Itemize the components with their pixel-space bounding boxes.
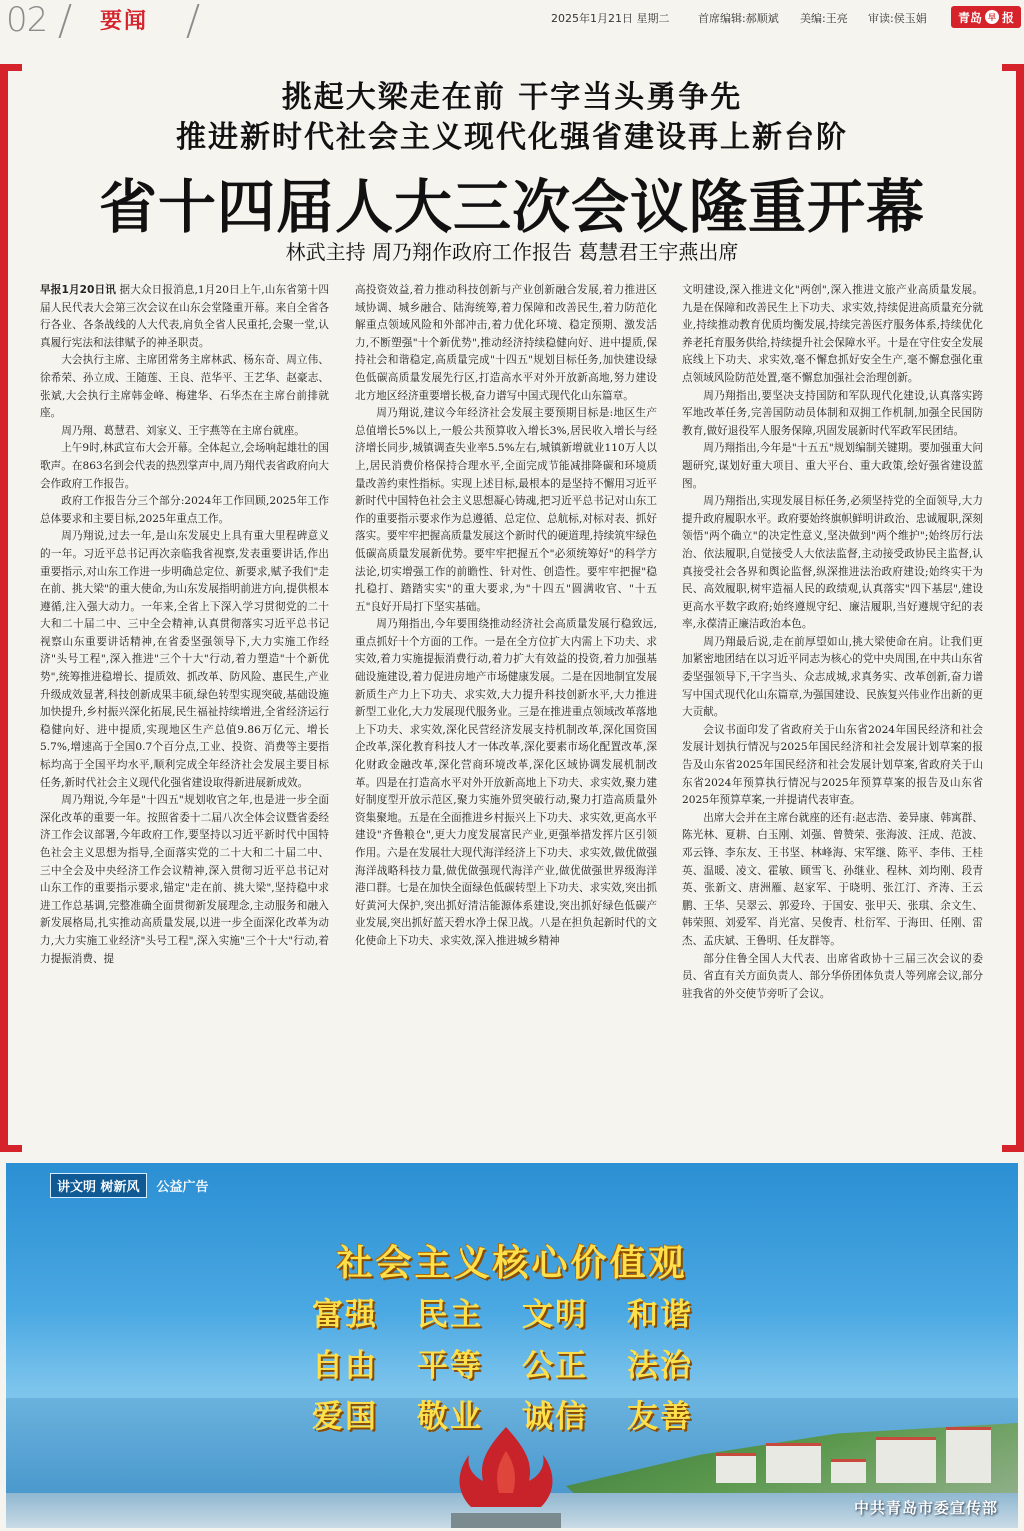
article-paragraph: 周乃翔指出,实现发展目标任务,必须坚持党的全面领导,大力提升政府履职水平。政府要始终旗帜鲜明讲政治、忠诚履职,深刻领悟"两个确立"的决定性意义,坚决做到"两个维护";始终厉行法治、依法履职,自觉接受人大依法监督,主动接受政协民主监督,认真接受社会各界和舆论监督,纵深推进法治政府建设;始终实干为民、高效履职,树牢造福人民的政绩观,认真落实"四下基层",建设更高水平数字政府;始终遵规守纪、廉洁履职,当好遵规守纪的表率,永葆清正廉洁政治本色。 bbox=[682, 495, 983, 631]
core-value: 法治 bbox=[627, 1348, 693, 1384]
buildings-image bbox=[696, 1413, 1016, 1483]
logo-text: 青岛 bbox=[957, 10, 982, 25]
issue-date: 2025年1月21日 星期二 bbox=[551, 12, 670, 25]
article-column-3 bbox=[682, 282, 983, 1130]
divider-slash bbox=[186, 4, 199, 38]
article-paragraph: 周乃翔指出,今年要围绕推动经济社会高质量发展行稳致远,重点抓好十个方面的工作。一是在全方位扩大内需上下功夫、求实效,着力实施提振消费行动,着力扩大有效益的投资,着力加强基础设施建设,着力促进房地产市场健康发展。二是在因地制宜发展新质生产力上下功夫、求实效,大力提升科技创新水平,大力推进新型工业化,大力发展现代服务业。三是在推进重点领域改革落地上下功夫、求实效,深化民营经济发展支持机制改革,深化国资国企改革,深化教育科技人才一体改革,深化要素市场化配置改革,深化财政金融改革,深化营商环境改革,深化区域协调发展机制改革。四是在打造高水平对外开放新高地上下功夫、求实效,聚力建好制度型开放示范区,聚力实施外贸突破行动,聚力打造高质量外资集聚地。五是在全面推进乡村振兴上下功夫、求实效,更高水平建设"齐鲁粮仓",更大力度发展富民产业,更强举措发挥片区引领作用。六是在发展壮大现代海洋经济上下功夫、求实效,做优做强海洋战略科技力量,做优做强现代海洋产业,做优做强世界级海洋港口群。七是在加快全面绿色低碳转型上下功夫、求实效,突出抓好黄河大保护,突出抓好清洁能源体系建设,突出抓好绿色低碳产业发展,突出抓好蓝天碧水净土保卫战。八是在担负起新时代的文化使命上下功夫、求实效,深入推进城乡精神 bbox=[355, 618, 657, 947]
page-header bbox=[0, 0, 1024, 46]
section-title: 要闻 bbox=[100, 9, 149, 34]
ad-slogan: 讲文明 树新风 bbox=[50, 1173, 147, 1198]
article-column-2 bbox=[355, 282, 657, 1130]
core-value: 平等 bbox=[417, 1348, 483, 1384]
article-paragraph: 大会执行主席、主席团常务主席林武、杨东奇、周立伟、徐希荣、孙立成、王随莲、王良、范华平、王艺华、赵豪志、张斌,大会执行主席韩金峰、梅建华、石华杰在主席台前排就座。 bbox=[40, 354, 329, 420]
main-headline: 省十四届人大三次会议隆重开幕 bbox=[98, 173, 925, 241]
article-paragraph: 周乃翔说,今年是"十四五"规划收官之年,也是进一步全面深化改革的重要一年。按照省委十二届八次全体会议暨省委经济工作会议部署,今年政府工作,要坚持以习近平新时代中国特色社会主义思想为指导,全面落实党的二十大和二十届二中、三中全会及中央经济工作会议精神,深入贯彻习近平总书记对山东工作的重要指示要求,锚定"走在前、挑大梁",坚持稳中求进工作总基调,完整准确全面贯彻新发展理念,主动服务和融入新发展格局,扎实推动高质量发展,以进一步全面深化改革为动力,大力实施工业经济"头号工程",深入实施"三个十大"行动,着力提振消费、提 bbox=[40, 794, 329, 965]
subtitle: 林武主持 周乃翔作政府工作报告 葛慧君王宇燕出席 bbox=[285, 240, 739, 264]
may-fourth-sculpture-image bbox=[431, 1421, 581, 1528]
core-value: 民主 bbox=[417, 1297, 483, 1333]
divider-slash bbox=[58, 4, 71, 38]
article-paragraph: 文明建设,深入推进文化"两创",深入推进文旅产业高质量发展。九是在保障和改善民生上下功夫、求实效,持续促进高质量充分就业,持续推动教育优质均衡发展,持续完善医疗服务体系,持续优化养老托育服务供给,持续提升社会保障水平。十是在守住安全发展底线上下功夫、求实效,毫不懈怠抓好安全生产,毫不懈怠强化重点领域风险防范处置,毫不懈怠加强社会治理创新。 bbox=[682, 284, 983, 384]
core-value: 敬业 bbox=[417, 1399, 483, 1435]
article-paragraph: 早报1月20日讯 据大众日报消息,1月20日上午,山东省第十四届人民代表大会第三次会议在山东会堂隆重开幕。来自全省各行各业、各条战线的人大代表,肩负全省人民重托,会聚一堂,认真履行宪法和法律赋予的神圣职责。 bbox=[40, 284, 329, 349]
article-paragraph: 出席大会并在主席台就座的还有:赵志浩、姜异康、韩寓群、陈光林、夏耕、白玉刚、刘强、曾赞荣、张海波、汪成、范波、邓云锋、李东友、王书坚、林峰海、宋军继、陈平、李伟、王桂英、温暖、凌文、霍敏、顾雪飞、孙继业、程林、刘均刚、段青英、张新文、唐洲雁、赵家军、于晓明、张江汀、齐涛、王云鹏、王华、吴翠云、郭爱玲、于国安、张甲天、张琪、余文生、韩荣照、刘爱军、肖光富、吴俊青、杜衍军、于海田、任刚、雷杰、孟庆斌、王鲁明、任友群等。 bbox=[682, 811, 983, 947]
proofreader: 审读:侯玉娟 bbox=[868, 12, 927, 25]
article-column-1 bbox=[40, 282, 329, 1130]
kicker-line-1: 挑起大梁走在前 干字当头勇争先 bbox=[281, 80, 743, 115]
core-values-grid bbox=[312, 1289, 732, 1436]
article-paragraph: 高投资效益,着力推动科技创新与产业创新融合发展,着力推进区域协调、城乡融合、陆海统筹,着力保障和改善民生,着力防范化解重点领域风险和外部冲击,着力优化环境、稳定预期、激发活力,不断塑强"十个新优势",推动经济持续稳健向好、进中提质,保持社会和谐稳定,高质量完成"十四五"规划目标任务,加快建设绿色低碳高质量发展先行区,打造高水平对外开放新高地,努力建设北方地区经济重要增长极,奋力谱写中国式现代化山东篇章。 bbox=[355, 284, 657, 402]
article-paragraph: 政府工作报告分三个部分:2024年工作回顾,2025年工作总体要求和主要目标,2025年重点工作。 bbox=[40, 495, 329, 525]
core-value: 爱国 bbox=[312, 1399, 378, 1435]
core-value: 公正 bbox=[522, 1348, 588, 1384]
logo-emblem-icon: 早 bbox=[985, 10, 999, 24]
core-value: 自由 bbox=[312, 1348, 378, 1384]
core-value: 诚信 bbox=[522, 1399, 588, 1435]
article-paragraph: 会议书面印发了省政府关于山东省2024年国民经济和社会发展计划执行情况与2025年国民经济和社会发展计划草案的报告及山东省2025年国民经济和社会发展计划草案,省政府关于山东省2024年预算执行情况与2025年预算草案的报告及山东省2025年预算草案,一并提请代表审查。 bbox=[682, 723, 983, 807]
article-paragraph: 周乃翔指出,今年是"十五五"规划编制关键期。要加强重大问题研究,谋划好重大项目、重大平台、重大政策,绘好强省建设蓝图。 bbox=[682, 442, 983, 490]
dateline: 早报1月20日讯 bbox=[40, 284, 116, 296]
public-service-ad bbox=[6, 1163, 1018, 1528]
article-paragraph: 周乃翔说,过去一年,是山东发展史上具有重大里程碑意义的一年。习近平总书记再次亲临我省视察,发表重要讲话,作出重要指示,对山东工作进一步明确总定位、新要求,赋予我们"走在前、挑大梁"的重大使命,为山东发展指明前进方向,提供根本遵循,注入强大动力。一年来,全省上下深入学习贯彻党的二十大和二十届二中、三中全会精神,认真贯彻落实习近平总书记视察山东重要讲话精神,在省委坚强领导下,大力实施工作经济"头号工程",深入推进"三个十大"行动,着力塑造"十个新优势",统筹推进稳增长、提质效、抓改革、防风险、惠民生,产业升级成效显著,科技创新成果丰硕,绿色转型实现突破,基础设施加快提升,乡村振兴深化拓展,民生福祉持续增进,全省经济运行稳健向好、进中提质,实现地区生产总值9.86万亿元、增长5.7%,增速高于全国0.7个百分点,工业、投资、消费等主要指标均高于全国平均水平,顺利完成全年经济社会发展主要目标任务,新时代社会主义现代化强省建设取得新进展新成效。 bbox=[40, 530, 329, 789]
art-editor: 美编:王亮 bbox=[800, 12, 848, 25]
article-paragraph: 周乃翔最后说,走在前厚望如山,挑大梁使命在肩。让我们更加紧密地团结在以习近平同志为核心的党中央周围,在中共山东省委坚强领导下,干字当头、众志成城,求真务实、改革创新,奋力谱写中国式现代化山东篇章,为强国建设、民族复兴伟业作出新的更大贡献。 bbox=[682, 635, 983, 719]
core-value: 和谐 bbox=[627, 1297, 693, 1333]
article-paragraph: 部分住鲁全国人大代表、出席省政协十三届三次会议的委员、省直有关方面负责人、部分华侨团体负责人等列席会议,部分驻我省的外交使节旁听了会议。 bbox=[682, 952, 983, 1000]
ad-title: 社会主义核心价值观 bbox=[336, 1243, 688, 1284]
core-value: 友善 bbox=[627, 1399, 693, 1435]
article-paragraph: 上午9时,林武宣布大会开幕。全体起立,会场响起雄壮的国歌声。在863名到会代表的热烈掌声中,周乃翔代表省政府向大会作政府工作报告。 bbox=[40, 442, 329, 490]
ad-type-label: 公益广告 bbox=[156, 1179, 209, 1195]
logo-suffix: 报 bbox=[1002, 10, 1015, 25]
newspaper-logo bbox=[951, 6, 1021, 28]
ad-tag bbox=[50, 1175, 209, 1195]
page-number: 02 bbox=[6, 0, 48, 40]
kicker-line-2: 推进新时代社会主义现代化强省建设再上新台阶 bbox=[176, 120, 848, 155]
chief-editor: 首席编辑:郝顺斌 bbox=[698, 12, 779, 25]
article-paragraph: 周乃翔说,建议今年经济社会发展主要预期目标是:地区生产总值增长5%以上,一般公共预算收入增长3%,居民收入增长与经济增长同步,城镇调查失业率5.5%左右,城镇新增就业110万人以上,居民消费价格保持合理水平,全面完成节能减排降碳和环境质量改善约束性指标。实现上述目标,最根本的是坚持不懈用习近平新时代中国特色社会主义思想凝心铸魂,把习近平总书记对山东工作的重要指示要求作为总遵循、总定位、总航标,对标对表、抓好落实。要牢牢把握高质量发展这个新时代的硬道理,持续筑牢绿色低碳高质量发展新优势。要牢牢把握五个"必须统筹好"的科学方法论,切实增强工作的前瞻性、针对性、创造性。要牢牢把握"稳扎稳打、踏踏实实"的重大要求,为"十四五"圆满收官、"十五五"良好开局打下坚实基础。 bbox=[355, 407, 657, 613]
ad-sponsor: 中共青岛市委宣传部 bbox=[853, 1499, 998, 1517]
core-value: 文明 bbox=[522, 1297, 588, 1333]
article-paragraph: 周乃翔指出,要坚决支持国防和军队现代化建设,认真落实跨军地改革任务,完善国防动员体制和双拥工作机制,加强全民国防教育,做好退役军人服务保障,巩固发展新时代军政军民团结。 bbox=[682, 389, 983, 437]
core-value: 富强 bbox=[312, 1297, 378, 1333]
article-paragraph: 周乃翔、葛慧君、刘家义、王宇燕等在主席台就座。 bbox=[61, 424, 305, 437]
